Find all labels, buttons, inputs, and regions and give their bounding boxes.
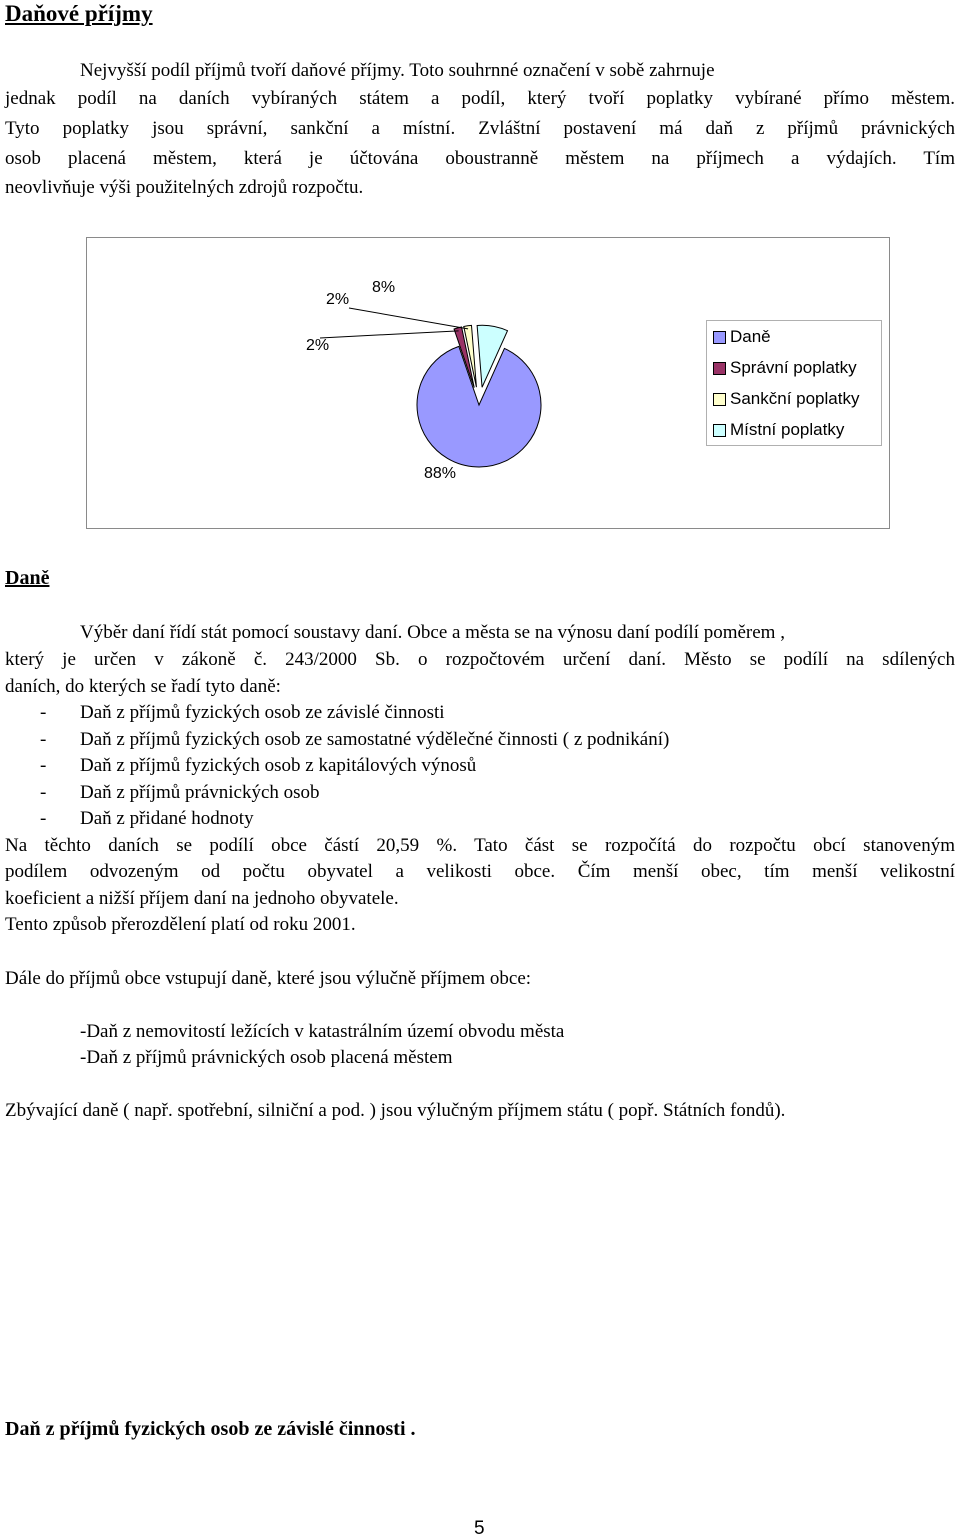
leader-line-sankcni: [349, 308, 468, 329]
intro-line-2: jednak podíl na daních vybíraných státem a podíl, který tvoří poplatky vybírané přímo městem.: [5, 88, 955, 109]
own-tax-item-2: -Daň z příjmů právnických osob placená městem: [80, 1047, 453, 1068]
slice-label-spravni: 2%: [306, 337, 330, 354]
next-section-heading: Daň z příjmů fyzických osob ze závislé činnosti .: [5, 1418, 416, 1440]
dane-line-3: daních, do kterých se řadí tyto daně:: [5, 676, 281, 697]
legend-swatch-dane: [713, 331, 726, 344]
page-title: Daňové příjmy: [5, 1, 153, 26]
pie-chart: [86, 237, 890, 529]
intro-line-1: Nejvyšší podíl příjmů tvoří daňové příjmy. Toto souhrnné označení v sobě zahrnuje: [80, 60, 715, 81]
intro-line-5: neovlivňuje výši použitelných zdrojů rozpočtu.: [5, 177, 364, 198]
dane-line-1: Výběr daní řídí stát pomocí soustavy daní. Obce a města se na výnosu daní podílí poměrem ,: [80, 622, 785, 643]
legend-swatch-mistni: [713, 424, 726, 437]
intro-line-3: Tyto poplatky jsou správní, sankční a místní. Zvláštní postavení má daň z příjmů právnických: [5, 118, 955, 139]
legend-swatch-spravni: [713, 362, 726, 375]
own-taxes-intro: Dále do příjmů obce vstupují daně, které jsou výlučně příjmem obce:: [5, 968, 532, 989]
pie-slice-dane: [417, 346, 541, 467]
chart-legend: Daně Správní poplatky Sankční poplatky Místní poplatky: [706, 320, 882, 446]
legend-swatch-sankcni: [713, 393, 726, 406]
slice-label-dane: 88%: [424, 465, 457, 482]
slice-label-mistni: 8%: [372, 279, 396, 296]
own-tax-item-1: -Daň z nemovitostí ležících v katastrálním území obvodu města: [80, 1021, 565, 1042]
dane-after-line-4: Tento způsob přerozdělení platí od roku 2001.: [5, 914, 356, 935]
dane-after-line-3: koeficient a nižší příjem daní na jednoho obyvatele.: [5, 888, 399, 909]
slice-label-sankcni: 2%: [326, 291, 350, 308]
dane-after-line-1: Na těchto daních se podílí obce částí 20,59 %. Tato část se rozpočítá do rozpočtu obcí stanoveným: [5, 835, 955, 856]
intro-line-4: osob placená městem, která je účtována oboustranně městem na příjmech a výdajích. Tím: [5, 148, 955, 169]
leader-line-spravni: [320, 331, 459, 338]
page-number: 5: [474, 1518, 485, 1539]
section-title-dane: Daně: [5, 567, 50, 589]
dane-line-2: který je určen v zákoně č. 243/2000 Sb. o rozpočtovém určení daní. Město se podílí na sdílených: [5, 649, 955, 670]
remaining-taxes-line: Zbývající daně ( např. spotřební, silniční a pod. ) jsou výlučným příjmem státu ( popř. Státních fondů).: [5, 1100, 786, 1121]
dane-after-line-2: podílem odvozeným od počtu obyvatel a velikosti obce. Čím menší obec, tím menší velikostní: [5, 861, 955, 882]
